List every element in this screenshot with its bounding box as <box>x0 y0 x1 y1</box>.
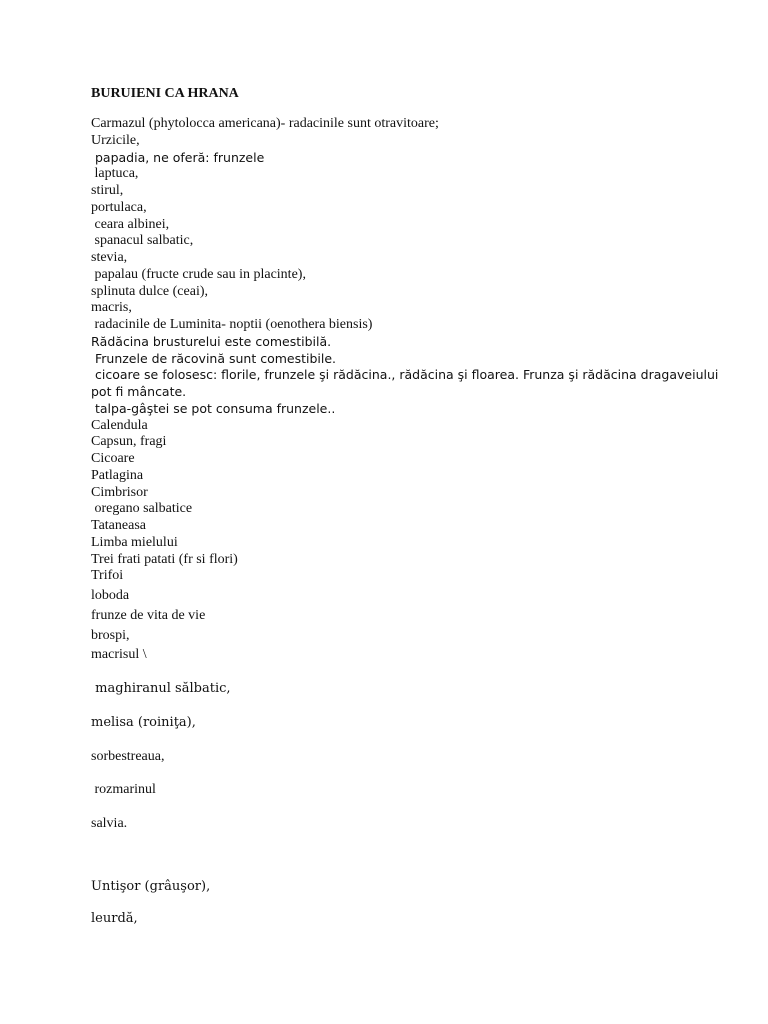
text-line: Cimbrisor <box>91 484 148 500</box>
text-line: maghiranul sălbatic, <box>91 681 231 696</box>
text-line: Calendula <box>91 417 148 433</box>
text-line: spanacul salbatic, <box>91 233 194 249</box>
text-line: Capsun, fragi <box>91 434 167 450</box>
text-line: oregano salbatice <box>91 501 193 517</box>
text-line: macrisul \ <box>91 647 147 663</box>
text-line: leurdă, <box>91 910 138 926</box>
text-line: talpa-gâştei se pot consuma frunzele.. <box>91 400 336 416</box>
document-title: BURUIENI CA HRANA <box>91 86 239 101</box>
text-line: Limba mielului <box>91 534 178 550</box>
text-line: laptuca, <box>91 166 139 182</box>
document-body <box>91 116 731 927</box>
text-line: Patlagina <box>91 467 144 483</box>
text-line: Trei frati patati (fr si flori) <box>91 551 238 567</box>
text-line: macris, <box>91 300 132 316</box>
text-line: Tataneasa <box>91 518 146 533</box>
text-line: rozmarinul <box>91 782 156 798</box>
text-line: frunze de vita de vie <box>91 607 206 623</box>
text-line: Urzicile, <box>91 132 140 148</box>
text-line: splinuta dulce (ceai), <box>91 283 209 299</box>
text-line: brospi, <box>91 627 130 643</box>
text-line: stevia, <box>91 250 128 265</box>
text-line: radacinile de Luminita- noptii (oenothera biensis) <box>91 317 373 332</box>
text-line: papalau (fructe crude sau in placinte), <box>91 266 306 282</box>
text-line: Untişor (grâuşor), <box>91 878 211 894</box>
text-line: portulaca, <box>91 199 147 215</box>
text-line: sorbestreaua, <box>91 748 165 764</box>
text-line: stirul, <box>91 183 124 198</box>
text-line: ceara albinei, <box>91 216 170 232</box>
text-line: Frunzele de răcovină sunt comestibile. <box>91 350 337 366</box>
text-line: Trifoi <box>91 568 124 584</box>
text-line: Carmazul (phytolocca americana)- radacinile sunt otravitoare; <box>91 116 439 131</box>
text-line: salvia. <box>91 816 128 831</box>
text-line: melisa (roiniţa), <box>91 714 196 730</box>
text-line: loboda <box>91 588 130 603</box>
document-page <box>91 85 731 927</box>
text-line: Rădăcina brusturelui este comestibilă. <box>91 333 332 349</box>
text-line: Cicoare <box>91 451 135 466</box>
text-line: cicoare se folosesc: florile, frunzele şi rădăcina., rădăcina şi floarea. Frunza şi rădăcina dragaveiului pot fi mâncate. <box>91 367 723 399</box>
text-line: papadia, ne oferă: frunzele <box>91 149 265 165</box>
